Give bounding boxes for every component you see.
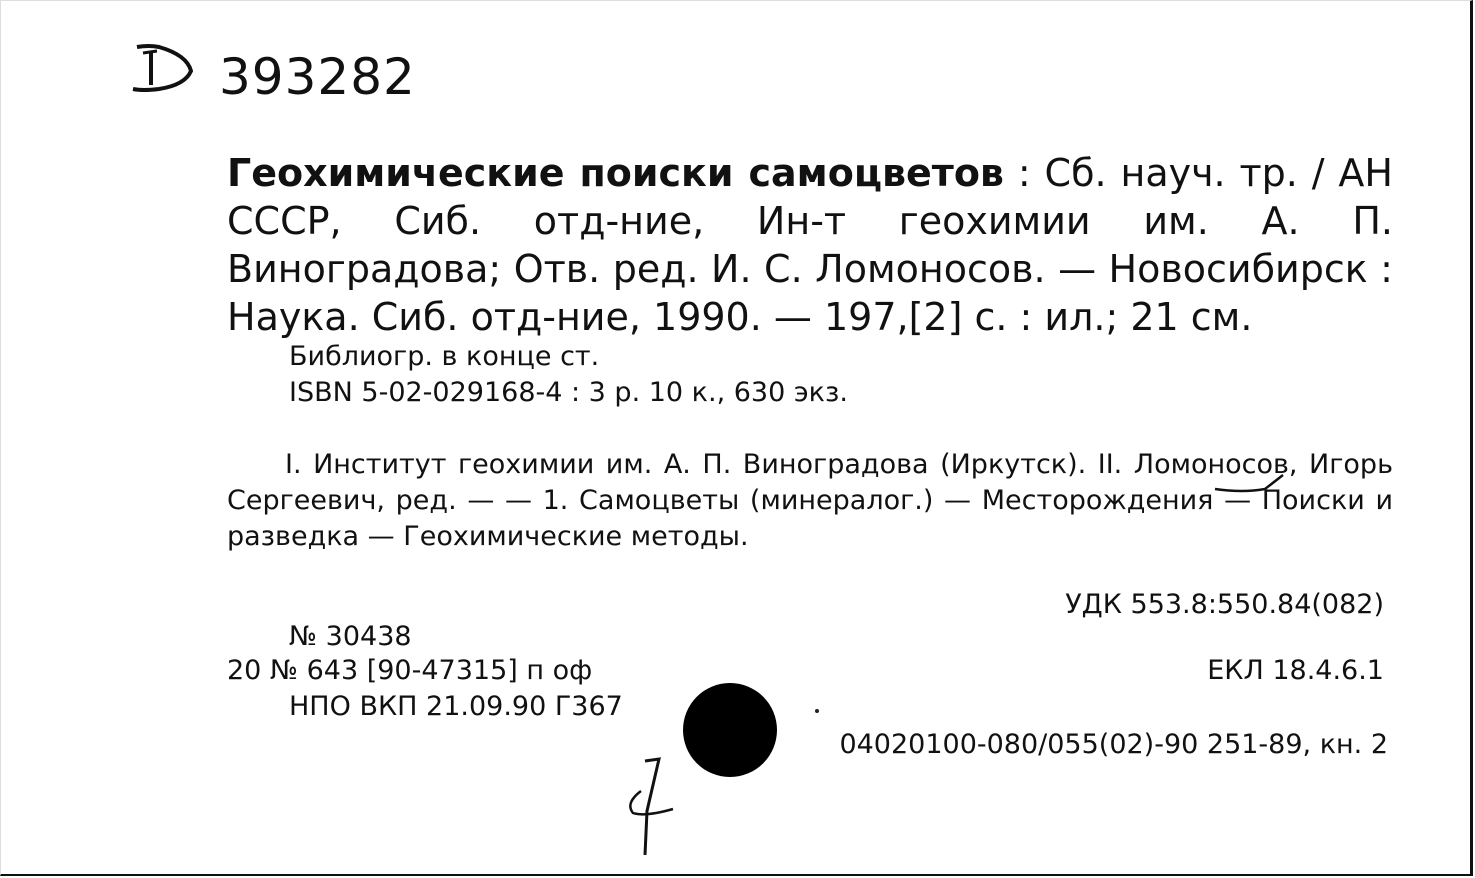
catalog-code-line: 04020100-080/055(02)-90 251-89, кн. 2 <box>839 729 1388 760</box>
pen-underline-mark <box>1213 469 1293 495</box>
udc-code: УДК 553.8:550.84(082) <box>1065 589 1384 620</box>
order-line: 20 № 643 [90-47315] п оф <box>227 655 593 686</box>
punch-hole <box>683 683 777 777</box>
ekl-code: ЕКЛ 18.4.6.1 <box>1207 655 1384 686</box>
tracings-text: I. Институт геохимии им. А. П. Виноградова (Иркутск). II. Ломоносов, Игорь Сергеевич, ред. — — 1. Самоцветы (минералог.) — Месторождения — Поиски и разведка — Геохимические методы. <box>227 449 1393 552</box>
main-entry <box>227 149 1393 341</box>
npo-line: НПО ВКП 21.09.90 Г367 <box>289 691 623 722</box>
bibliography-note: Библиогр. в конце ст. <box>289 341 600 372</box>
handwritten-seven-mark <box>611 751 691 861</box>
notes <box>289 339 848 411</box>
isbn-line: ISBN 5-02-029168-4 : 3 р. 10 к., 630 экз. <box>289 377 848 408</box>
call-number: 393282 <box>219 48 416 106</box>
handwritten-d-mark <box>129 41 199 97</box>
registration-number: № 30438 <box>289 621 412 652</box>
book-title: Геохимические поиски самоцветов <box>227 151 1004 195</box>
tracings <box>227 447 1393 555</box>
ink-dot <box>815 709 819 713</box>
bibliographic-description: : Сб. науч. тр. / АН СССР, Сиб. отд-ние, Ин-т геохимии им. А. П. Виноградова; Отв. ред. И. С. Ломоносов. — Новосибирск : Наука. Сиб. отд-ние, 1990. — 197,[2] с. : ил.; 21 см. <box>227 151 1393 339</box>
